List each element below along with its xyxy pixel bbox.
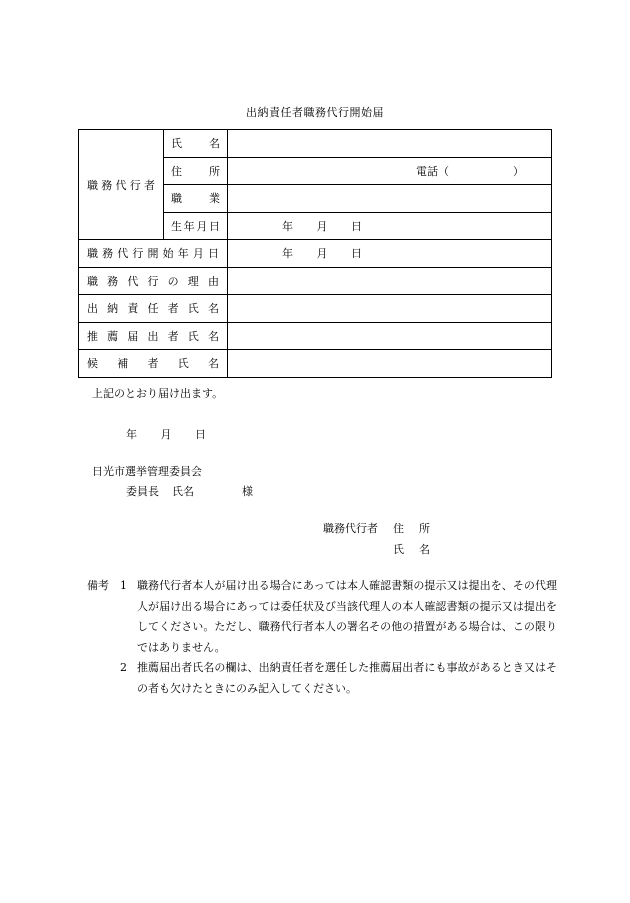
day-unit: 日 bbox=[351, 247, 362, 261]
address-label-cell bbox=[164, 157, 228, 185]
label-char: 補 bbox=[117, 357, 129, 371]
start-date-label-cell bbox=[79, 240, 228, 268]
label-char: 理 bbox=[187, 274, 199, 288]
birth-date-units bbox=[282, 218, 362, 234]
label-char: 始 bbox=[162, 247, 174, 261]
birth-label bbox=[164, 218, 227, 234]
label-char: 代 bbox=[117, 247, 129, 261]
job-field[interactable] bbox=[228, 185, 552, 213]
label-char: 名 bbox=[419, 543, 430, 556]
submission-date bbox=[126, 426, 206, 442]
note-text: 職務代行者本人が届け出る場合にあっては本人確認書類の提示又は提出を、その代理人が届け出る場合にあっては委任状及び当該代理人の本人確認書類の提示又は提出をしてください。ただし、職務代行者本人の署名その他の措置がある場合は、この限りではありません。 bbox=[137, 579, 557, 654]
label-char: 年 bbox=[177, 247, 189, 261]
label-char: 氏 bbox=[187, 329, 199, 343]
label-char: 由 bbox=[207, 274, 219, 288]
label-char: 業 bbox=[209, 192, 220, 206]
note-item bbox=[87, 658, 557, 699]
year-unit: 年 bbox=[282, 219, 293, 233]
submitter-name-label bbox=[393, 541, 430, 557]
start-date-field[interactable] bbox=[228, 240, 552, 268]
label-char: 任 bbox=[147, 302, 159, 316]
label-char: 者 bbox=[147, 357, 159, 371]
label-char: 氏 bbox=[177, 357, 189, 371]
notes-section bbox=[87, 576, 557, 699]
treasurer-label-cell bbox=[79, 295, 228, 323]
job-label bbox=[164, 190, 227, 206]
label-char: 氏 bbox=[393, 543, 404, 556]
label-char: 月 bbox=[192, 247, 204, 261]
label-char: 出 bbox=[147, 329, 159, 343]
reason-field[interactable] bbox=[228, 267, 552, 295]
label-char: 務 bbox=[102, 247, 114, 261]
label-char: 日 bbox=[208, 219, 220, 233]
address-field[interactable] bbox=[228, 157, 552, 185]
label-char: 日 bbox=[208, 247, 219, 261]
tel-close: ） bbox=[513, 164, 524, 178]
tel-label: 電話（ bbox=[416, 164, 449, 178]
year-unit: 年 bbox=[126, 428, 137, 441]
treasurer-label bbox=[79, 300, 227, 316]
addressee-title: 委員長 bbox=[126, 485, 159, 498]
label-char: 行 bbox=[132, 247, 144, 261]
label-char: 代 bbox=[115, 178, 127, 192]
addressee-honorific: 様 bbox=[242, 485, 253, 498]
statement: 上記のとおり届け出ます。 bbox=[92, 387, 224, 400]
label-char: 行 bbox=[147, 274, 159, 288]
label-char: の bbox=[167, 274, 179, 288]
recommender-label bbox=[79, 328, 227, 344]
candidate-label bbox=[79, 355, 227, 371]
reason-label-cell bbox=[79, 267, 228, 295]
label-char: 者 bbox=[167, 329, 179, 343]
note-number: 2 bbox=[120, 661, 127, 674]
label-char: 名 bbox=[183, 485, 194, 498]
start-date-units bbox=[282, 245, 362, 261]
month-unit: 月 bbox=[160, 428, 172, 441]
tel-label-group bbox=[416, 163, 524, 179]
day-unit: 日 bbox=[195, 428, 206, 441]
label-char: 月 bbox=[196, 219, 208, 233]
label-char: 名 bbox=[208, 357, 219, 371]
job-label-cell bbox=[164, 185, 228, 213]
form-table bbox=[78, 129, 552, 378]
form-title: 出納責任者職務代行開始届 bbox=[246, 106, 384, 119]
label-char: 所 bbox=[419, 522, 430, 535]
treasurer-name-field[interactable] bbox=[228, 295, 552, 323]
label-char: 出 bbox=[87, 302, 98, 316]
label-char: 行 bbox=[129, 178, 141, 192]
label-char: 名 bbox=[207, 329, 219, 343]
label-char: 名 bbox=[207, 302, 219, 316]
label-char: 氏 bbox=[172, 485, 183, 498]
start-date-label bbox=[79, 245, 227, 261]
label-char: 住 bbox=[171, 164, 182, 178]
label-char: 者 bbox=[144, 178, 155, 192]
submitter-role: 職務代行者 bbox=[323, 522, 378, 535]
day-unit: 日 bbox=[351, 219, 362, 233]
label-char: 務 bbox=[107, 274, 119, 288]
reason-label bbox=[79, 273, 227, 289]
recommender-label-cell bbox=[79, 322, 228, 350]
label-char: 氏 bbox=[187, 302, 199, 316]
recommender-name-field[interactable] bbox=[228, 322, 552, 350]
month-unit: 月 bbox=[316, 247, 328, 261]
submitter-address-label bbox=[393, 520, 430, 536]
label-char: 薦 bbox=[107, 329, 119, 343]
group-label bbox=[79, 177, 163, 193]
label-char: 開 bbox=[147, 247, 159, 261]
addressee-name-label bbox=[172, 483, 194, 499]
label-char: 代 bbox=[127, 274, 139, 288]
note-number: 1 bbox=[120, 579, 127, 592]
label-char: 務 bbox=[101, 178, 113, 192]
label-char: 職 bbox=[87, 274, 98, 288]
label-char: 職 bbox=[87, 247, 98, 261]
name-label-cell bbox=[164, 130, 228, 158]
group-label-cell bbox=[79, 130, 164, 240]
addressee-org: 日光市選挙管理委員会 bbox=[92, 465, 202, 478]
label-char: 納 bbox=[107, 302, 119, 316]
label-char: 職 bbox=[171, 192, 182, 206]
label-char: 所 bbox=[209, 164, 220, 178]
label-char: 責 bbox=[127, 302, 139, 316]
birth-label-cell bbox=[164, 212, 228, 240]
label-char: 推 bbox=[87, 329, 98, 343]
label-char: 者 bbox=[167, 302, 179, 316]
label-char: 年 bbox=[183, 219, 195, 233]
name-field[interactable] bbox=[228, 130, 552, 158]
note-item bbox=[87, 576, 557, 658]
month-unit: 月 bbox=[316, 219, 328, 233]
label-char: 職 bbox=[87, 178, 98, 192]
candidate-name-field[interactable] bbox=[228, 350, 552, 378]
label-char: 候 bbox=[87, 357, 98, 371]
candidate-label-cell bbox=[79, 350, 228, 378]
year-unit: 年 bbox=[282, 247, 293, 261]
notes-heading: 備考 bbox=[87, 579, 109, 592]
address-label bbox=[164, 163, 227, 179]
birth-date-field[interactable] bbox=[228, 212, 552, 240]
note-text: 推薦届出者氏名の欄は、出納責任者を選任した推薦届出者にも事故があるとき又はその者も欠けたときにのみ記入してください。 bbox=[137, 661, 557, 695]
name-label bbox=[164, 135, 227, 151]
label-char: 届 bbox=[127, 329, 139, 343]
label-char: 名 bbox=[209, 137, 220, 151]
label-char: 生 bbox=[171, 219, 182, 233]
label-char: 氏 bbox=[171, 137, 182, 151]
label-char: 住 bbox=[393, 522, 404, 535]
